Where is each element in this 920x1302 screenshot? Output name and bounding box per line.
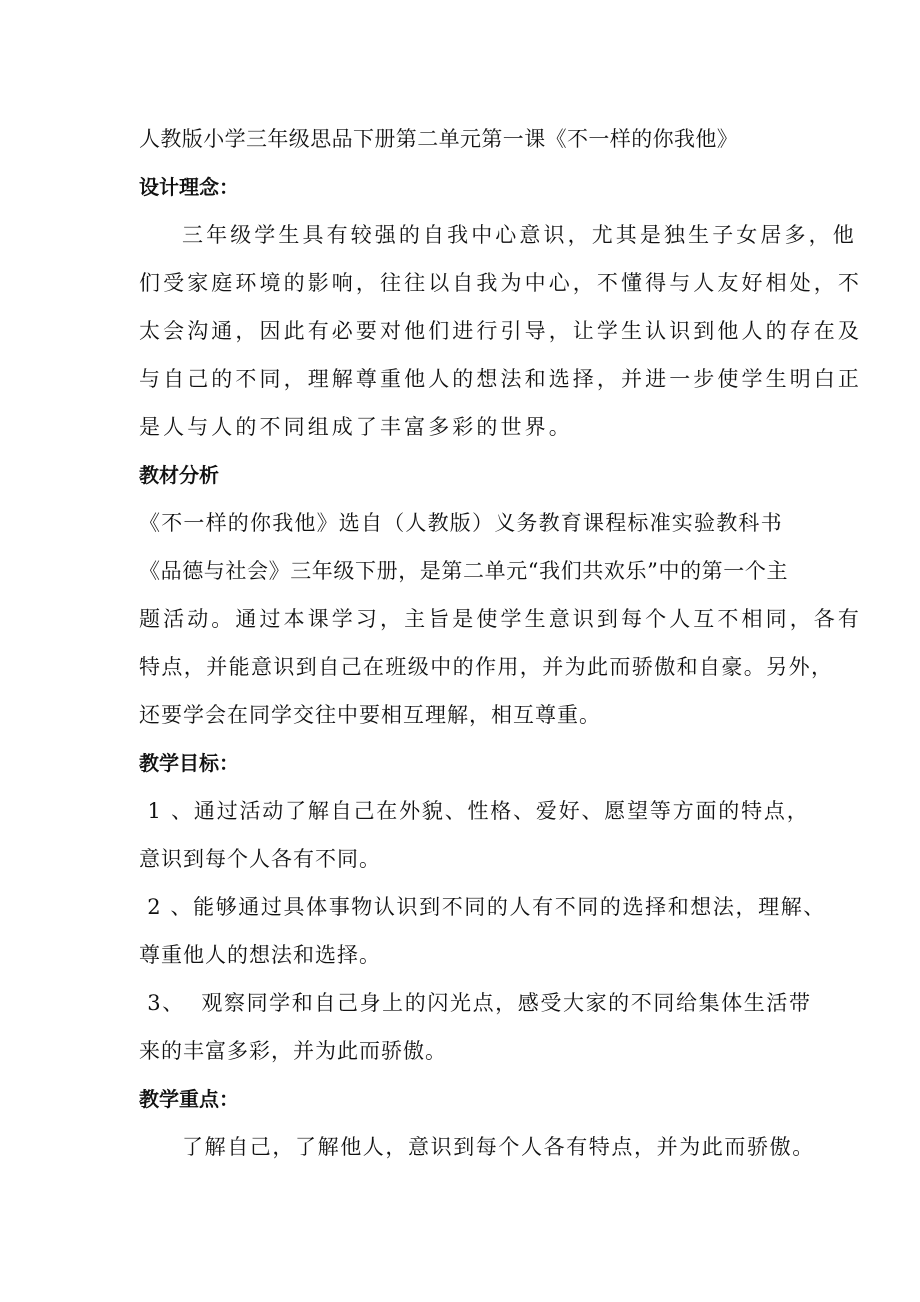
material-paragraph-line: 题活动。通过本课学习，主旨是使学生意识到每个人互不相同，各有 <box>139 607 862 631</box>
design-concept-heading: 设计理念： <box>139 175 239 199</box>
design-paragraph-line: 太会沟通，因此有必要对他们进行引导，让学生认识到他人的存在及 <box>139 319 862 343</box>
goal-line: 2 、能够通过具体事物认识到不同的人有不同的选择和想法，理解、 <box>139 895 826 919</box>
goal-line: 尊重他人的想法和选择。 <box>139 943 381 967</box>
goal-line: 3、 观察同学和自己身上的闪光点，感受大家的不同给集体生活带 <box>139 991 812 1015</box>
material-paragraph-line: 《不一样的你我他》选自（人教版）义务教育课程标准实验教科书 <box>139 511 783 535</box>
document-title: 人教版小学三年级思品下册第二单元第一课《不一样的你我他》 <box>139 127 739 151</box>
design-paragraph-line: 是人与人的不同组成了丰富多彩的世界。 <box>139 415 573 439</box>
teaching-focus-heading: 教学重点： <box>139 1087 239 1111</box>
goal-line: 1 、通过活动了解自己在外貌、性格、爱好、愿望等方面的特点， <box>139 799 810 823</box>
material-analysis-heading: 教材分析 <box>139 463 219 487</box>
design-paragraph-line: 三年级学生具有较强的自我中心意识，尤其是独生子女居多，他 <box>182 223 857 247</box>
material-paragraph-line: 还要学会在同学交往中要相互理解，相互尊重。 <box>139 703 601 727</box>
design-paragraph-line: 们受家庭环境的影响，往往以自我为中心，不懂得与人友好相处，不 <box>139 271 862 295</box>
material-paragraph-line: 特点，并能意识到自己在班级中的作用，并为此而骄傲和自豪。另外， <box>139 655 834 679</box>
goal-line: 意识到每个人各有不同。 <box>139 847 381 871</box>
design-paragraph-line: 与自己的不同，理解尊重他人的想法和选择，并进一步使学生明白正 <box>139 367 862 391</box>
material-paragraph-line: 《品德与社会》三年级下册，是第二单元“我们共欢乐”中的第一个主 <box>139 559 789 583</box>
teaching-focus-line: 了解自己，了解他人，意识到每个人各有特点，并为此而骄傲。 <box>182 1135 815 1159</box>
goal-line: 来的丰富多彩，并为此而骄傲。 <box>139 1039 447 1063</box>
teaching-goals-heading: 教学目标： <box>139 751 239 775</box>
